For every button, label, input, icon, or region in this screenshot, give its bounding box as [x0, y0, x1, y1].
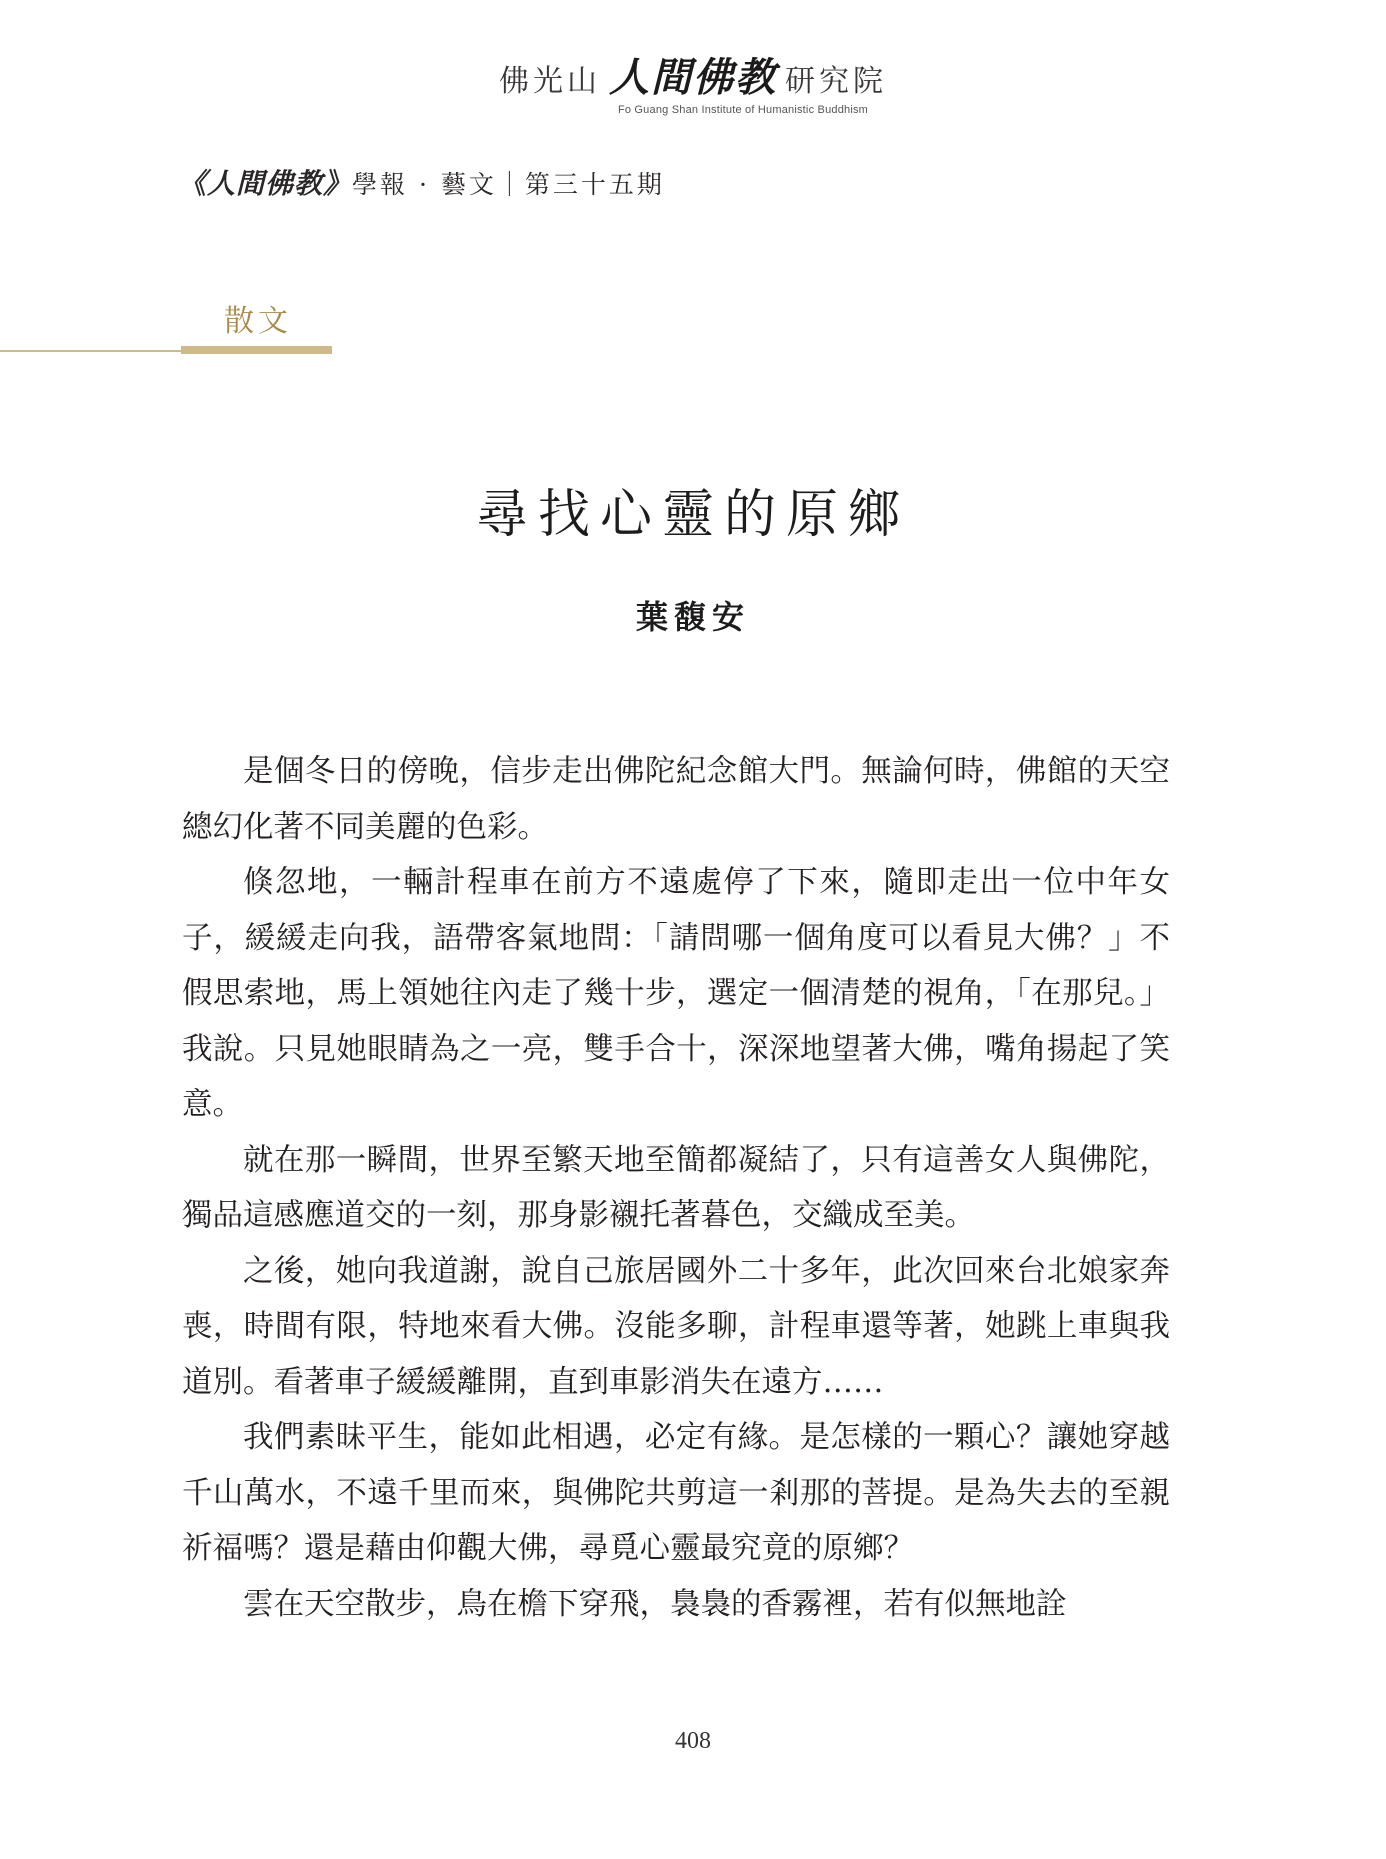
- section-label: 散文: [224, 304, 292, 339]
- masthead-prefix: 佛光山: [499, 64, 601, 99]
- masthead: [0, 54, 1386, 116]
- issue-info: 學報 · 藝文｜第三十五期: [352, 170, 665, 199]
- paragraph: 就在那一瞬間，世界至繁天地至簡都凝結了，只有這善女人與佛陀，獨品這感應道交的一刻，那身影襯托著暮色，交織成至美。: [182, 1142, 1170, 1233]
- paragraph: 倏忽地，一輛計程車在前方不遠處停了下來，隨即走出一位中年女子，緩緩走向我，語帶客氣地問：「請問哪一個角度可以看見大佛？」不假思索地，馬上領她往內走了幾十步，選定一個清楚的視角，「在那兒。」我說。只見她眼睛為之一亮，雙手合十，深深地望著大佛，嘴角揚起了笑意。: [182, 865, 1170, 1122]
- section-rule-thick: [181, 346, 332, 354]
- running-head: [178, 162, 665, 202]
- article-title: 尋找心靈的原鄉: [475, 485, 910, 545]
- masthead-brand: 人間佛教: [609, 54, 777, 101]
- paragraph: 雲在天空散步，鳥在檐下穿飛，裊裊的香霧裡，若有似無地詮: [243, 1586, 1067, 1622]
- paragraph: 我們素昧平生，能如此相遇，必定有緣。是怎樣的一顆心？讓她穿越千山萬水，不遠千里而來，與佛陀共剪這一剎那的菩提。是為失去的至親祈福嗎？還是藉由仰觀大佛，尋覓心靈最究竟的原鄉？: [182, 1420, 1170, 1566]
- journal-name: 《人間佛教》: [178, 167, 353, 200]
- paragraph: 之後，她向我道謝，說自己旅居國外二十多年，此次回來台北娘家奔喪，時間有限，特地來看大佛。沒能多聊，計程車還等著，她跳上車與我道別。看著車子緩緩離開，直到車影消失在遠方……: [182, 1253, 1170, 1400]
- paragraph: 是個冬日的傍晚，信步走出佛陀紀念館大門。無論何時，佛館的天空總幻化著不同美麗的色彩。: [182, 754, 1170, 845]
- article-body: [182, 744, 1170, 1632]
- masthead-logo: [0, 54, 1386, 101]
- article-author: 葉馥安: [635, 598, 750, 636]
- masthead-english: Fo Guang Shan Institute of Humanistic Buddhism: [617, 104, 869, 116]
- page-number: 408: [675, 1728, 711, 1754]
- masthead-suffix: 研究院: [785, 64, 887, 99]
